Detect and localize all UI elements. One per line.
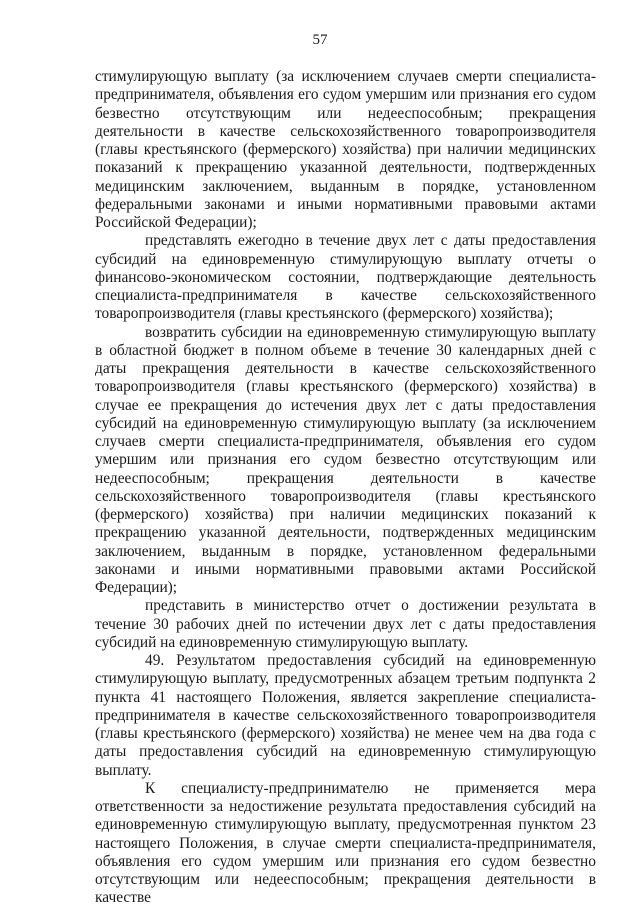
page-number: 57 xyxy=(312,32,328,48)
paragraph-subsidy-return: возвратить субсидии на единовременную стимулирующую выплату в областной бюджет в полном объеме в течение 30 календарных дней с даты прекращения деятельности в качестве сельскохозяйственного товаропроизводителя (главы крестьянского (фермерского) хозяйства) в случае ее прекращения до истечения двух лет с даты предоставления субсидий на единовременную стимулирующую выплату (за исключением случаев смерти специалиста-предпринимателя, объявления его судом умершим или признания его судом безвестно отсутствующим или недееспособным; прекращения деятельности в качестве сельскохозяйственного товаропроизводителя (главы крестьянского (фермерского) хозяйства) при наличии медицинских показаний к прекращению указанной деятельности, подтвержденных медицинским заключением, выданным в порядке, установленном федеральными законами и иными нормативными правовыми актами Российской Федерации); xyxy=(95,323,596,596)
paragraph-result-report: представить в министерство отчет о достижении результата в течение 30 рабочих дней по истечении двух лет с даты предоставления субсидий на единовременную стимулирующую выплату. xyxy=(95,597,596,651)
paragraph-annual-reports: представлять ежегодно в течение двух лет с даты предоставления субсидий на единовременную стимулирующую выплату отчеты о финансово-экономическом состоянии, подтверждающие деятельность специалиста-предпринимателя в качестве сельскохозяйственного товаропроизводителя (главы крестьянского (фермерского) хозяйства); xyxy=(95,232,596,323)
document-body xyxy=(95,68,596,908)
paragraph-clause-49: 49. Результатом предоставления субсидий на единовременную стимулирующую выплату, предусмотренных абзацем третьим подпункта 2 пункта 41 настоящего Положения, является закрепление специалиста-предпринимателя в качестве сельскохозяйственного товаропроизводителя (главы крестьянского (фермерского) хозяйства) не менее чем на два года с даты предоставления субсидий на единовременную стимулирующую выплату. xyxy=(95,652,596,779)
paragraph-continuation: стимулирующую выплату (за исключением случаев смерти специалиста-предпринимателя, объявления его судом умершим или признания его судом безвестно отсутствующим или недееспособным; прекращения деятельности в качестве сельскохозяйственного товаропроизводителя (главы крестьянского (фермерского) хозяйства) при наличии медицинских показаний к прекращению указанной деятельности, подтвержденных медицинским заключением, выданным в порядке, установленном федеральными законами и иными нормативными правовыми актами Российской Федерации); xyxy=(95,68,596,231)
paragraph-liability-exemption: К специалисту-предпринимателю не применяется мера ответственности за недостижение результата предоставления субсидий на единовременную стимулирующую выплату, предусмотренная пунктом 23 настоящего Положения, в случае смерти специалиста-предпринимателя, объявления его судом умершим или признания его судом безвестно отсутствующим или недееспособным; прекращения деятельности в качестве xyxy=(95,779,596,907)
